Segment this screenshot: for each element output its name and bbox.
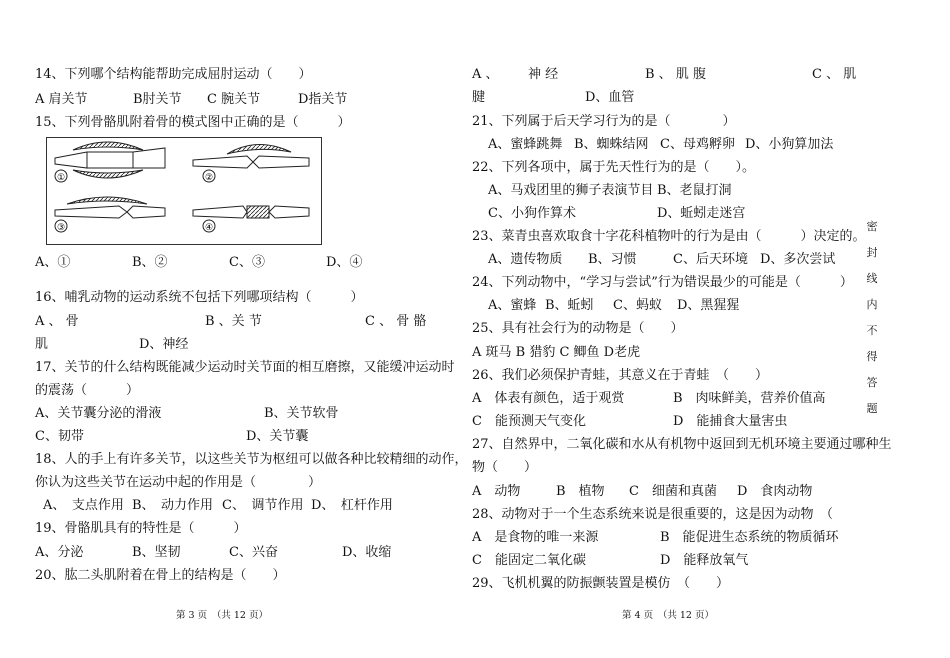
seal-char: 封: [866, 246, 878, 259]
q23-option-c: C、后天环境: [673, 252, 748, 267]
seal-char: 内: [866, 298, 878, 311]
q28-option-d: D 能释放氧气: [660, 553, 749, 568]
diagram-3: [55, 197, 165, 233]
q20-option-c: C 、 肌: [812, 67, 857, 82]
q26-option-a: A 体表有颜色，适于观赏: [472, 391, 625, 406]
question-21: 21、下列属于后天学习行为的是（ ）: [472, 114, 736, 129]
q21-option-b: B、蜘蛛结网: [574, 137, 649, 152]
page-footer-left: 第 3 页 （共 12 页）: [176, 610, 268, 621]
q20-option-b: B 、 肌 腹: [645, 67, 706, 82]
q14-option-d: D指关节: [298, 92, 348, 107]
seal-char: 题: [866, 402, 878, 415]
q16-option-a: A 、 骨: [35, 314, 79, 329]
q16-option-d: D、神经: [139, 337, 189, 352]
figure-label-4: ④: [204, 223, 214, 233]
q28-option-b: B 能促进生态系统的物质循环: [660, 530, 839, 545]
q17-option-b: B、关节软骨: [264, 406, 339, 421]
q24-option-b: B、蚯蚓: [545, 298, 594, 313]
q23-option-a: A、遗传物质: [488, 252, 563, 267]
seal-char: 答: [866, 376, 878, 389]
q19-option-d: D、收缩: [342, 545, 392, 560]
q27-option-b: B 植物: [556, 484, 605, 499]
q18-option-c: C、 调节作用: [222, 498, 304, 513]
q14-option-a: A 肩关节: [35, 92, 88, 107]
question-14: 14、下列哪个结构能帮助完成屈肘运动（ ）: [35, 67, 312, 82]
q26-option-c: C 能预测天气变化: [472, 414, 586, 429]
diagram-1: [55, 142, 165, 183]
q23-option-d: D、多次尝试: [760, 252, 836, 267]
q22-option-b: B、老鼠打洞: [657, 183, 732, 198]
seal-char: 得: [866, 350, 878, 363]
figure-label-2: ②: [204, 173, 214, 183]
seal-char: 不: [866, 324, 878, 337]
q16-option-b: B 、关 节: [205, 314, 262, 329]
question-26: 26、我们必须保护青蛙，其意义在于青蛙 （ ）: [472, 368, 769, 383]
figure-label-3: ③: [56, 223, 66, 233]
q15-option-d: D、④: [326, 255, 363, 270]
q24-option-a: A、蜜蜂: [488, 298, 537, 313]
q23-option-b: B、习惯: [588, 252, 637, 267]
q26-option-d: D 能捕食大量害虫: [673, 414, 788, 429]
q15-option-c: C、③: [229, 255, 265, 270]
question-20: 20、肱二头肌附着在骨上的结构是（ ）: [35, 568, 286, 583]
q20-option-d: D、血管: [585, 90, 635, 105]
q21-option-a: A、蜜蜂跳舞: [488, 137, 563, 152]
question-25: 25、具有社会行为的动物是（ ）: [472, 321, 684, 336]
question-18-line2: 你认为这些关节在运动中起的作用是（ ）: [35, 475, 322, 490]
muscle-attachment-figure: [46, 137, 322, 245]
diagram-2: [193, 144, 309, 183]
question-27-line2: 物（ ）: [472, 460, 538, 475]
q15-option-a: A、①: [35, 255, 71, 270]
q14-option-c: C 腕关节: [207, 92, 261, 107]
q20-option-a: A 、: [472, 67, 499, 82]
seal-char: 密: [866, 220, 878, 233]
q22-option-d: D、蚯蚓走迷宫: [657, 206, 746, 221]
question-29: 29、飞机机翼的防振颤装置是模仿 （ ）: [472, 576, 730, 591]
question-17-line2: 的震荡（ ）: [35, 383, 140, 398]
question-19: 19、骨骼肌具有的特性是（ ）: [35, 521, 247, 536]
q16-option-c-cont: 肌: [35, 337, 49, 352]
q27-option-c: C 细菌和真菌: [629, 484, 717, 499]
question-17-line1: 17、关节的什么结构既能减少运动时关节面的相互磨擦，又能缓冲运动时: [35, 360, 455, 375]
question-27-line1: 27、自然界中，二氧化碳和水从有机物中返回到无机环境主要通过哪种生: [472, 437, 892, 452]
question-18-line1: 18、人的手上有许多关节，以这些关节为枢纽可以做各种比较精细的动作，: [35, 452, 468, 467]
q17-option-d: D、关节囊: [246, 429, 309, 444]
q28-option-c: C 能固定二氧化碳: [472, 553, 586, 568]
q14-option-b: B肘关节: [133, 92, 182, 107]
q25-options: A 斑马 B 猎豹 C 鲫鱼 D老虎: [472, 345, 641, 360]
question-28: 28、动物对于一个生态系统来说是很重要的，这是因为动物 （: [472, 507, 873, 522]
q19-option-a: A、分泌: [35, 545, 84, 560]
q19-option-c: C、兴奋: [229, 545, 278, 560]
q27-option-a: A 动物: [472, 484, 521, 499]
q17-option-a: A、关节囊分泌的滑液: [35, 406, 162, 421]
q20-option-c-cont: 腱: [472, 90, 486, 105]
q26-option-b: B 肉味鲜美，营养价值高: [673, 391, 826, 406]
seal-char: 线: [866, 272, 878, 285]
question-16: 16、哺乳动物的运动系统不包括下列哪项结构（ ）: [35, 290, 364, 305]
q20-option-a-text: 神 经: [528, 67, 559, 82]
q18-option-d: D、 杠杆作用: [311, 498, 393, 513]
page-footer-right: 第 4 页 （共 12 页）: [622, 610, 714, 621]
q18-option-a: A、 支点作用: [43, 498, 124, 513]
q24-option-d: D、黑猩猩: [677, 298, 740, 313]
q19-option-b: B、坚韧: [132, 545, 181, 560]
q22-option-c: C、小狗作算术: [488, 206, 576, 221]
q17-option-c: C、韧带: [35, 429, 84, 444]
q21-option-c: C、母鸡孵卵: [660, 137, 735, 152]
question-24: 24、下列动物中，“学习与尝试”行为错误最少的可能是（ ）: [472, 275, 853, 290]
question-22: 22、下列各项中，属于先天性行为的是（ ）。: [472, 160, 756, 175]
q16-option-c: C 、 骨 骼: [365, 314, 427, 329]
question-15: 15、下列骨骼肌附着骨的模式图中正确的是（ ）: [35, 115, 351, 130]
q27-option-d: D 食肉动物: [737, 484, 813, 499]
q22-option-a: A、马戏团里的狮子表演节目: [488, 183, 654, 198]
diagram-4: [193, 206, 309, 233]
q18-option-b: B、 动力作用: [132, 498, 214, 513]
q15-option-b: B、②: [132, 255, 168, 270]
figure-label-1: ①: [56, 173, 66, 183]
q24-option-c: C、蚂蚁: [613, 298, 662, 313]
question-23: 23、菜青虫喜欢取食十字花科植物叶的行为是由（ ）决定的。: [472, 229, 866, 244]
q28-option-a: A 是食物的唯一来源: [472, 530, 599, 545]
q21-option-d: D、小狗算加法: [745, 137, 834, 152]
